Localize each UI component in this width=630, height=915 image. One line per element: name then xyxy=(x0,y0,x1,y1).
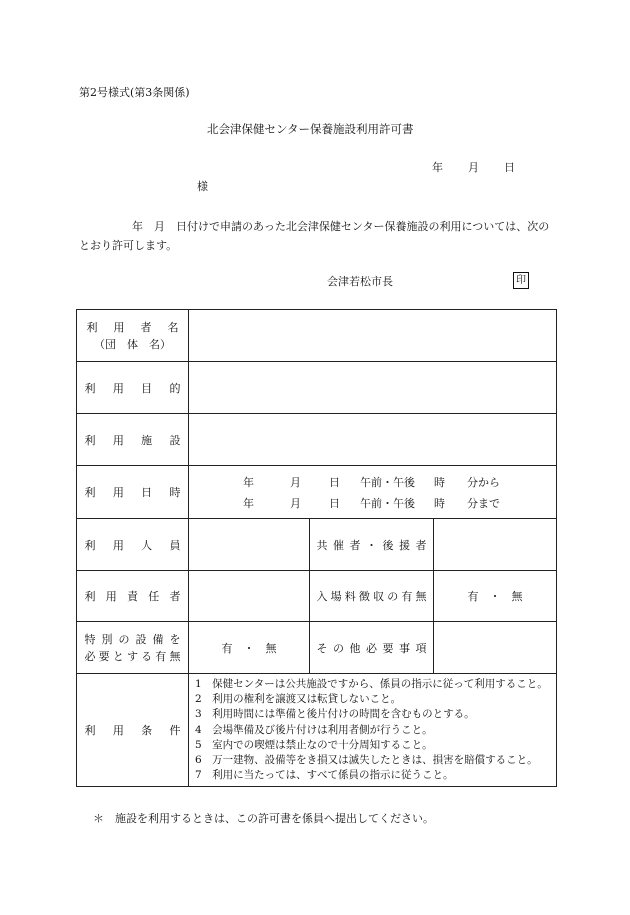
other-label xyxy=(310,622,434,674)
datetime-start xyxy=(189,474,556,488)
date-month: 月 xyxy=(468,161,479,174)
label-char: 別 xyxy=(101,632,113,646)
user-name-line1 xyxy=(87,319,179,336)
label-char: る xyxy=(141,649,153,663)
start-month: 月 xyxy=(290,476,301,489)
label-char: 有 xyxy=(155,649,167,663)
label-char: 利 xyxy=(86,320,98,334)
start-minute: 分から xyxy=(467,476,500,489)
conditions-list xyxy=(189,674,557,787)
condition-item: 3 利用時間には準備と後片付けの時間を含むものとする。 xyxy=(195,708,475,721)
permit-table xyxy=(76,309,557,787)
label-char: 名 xyxy=(167,320,179,334)
label-char: の xyxy=(118,632,130,646)
footnote: ＊ 施設を利用するときは、この許可書を係員へ提出してください。 xyxy=(93,812,434,825)
sponsor-label xyxy=(310,519,434,571)
purpose-label xyxy=(77,362,189,414)
end-minute: 分まで xyxy=(467,497,500,510)
label-char: そ xyxy=(316,641,328,655)
start-ampm: 午前・午後 xyxy=(360,476,415,489)
persons-label-text xyxy=(85,537,181,553)
label-char: 者 xyxy=(415,538,427,552)
label-char: 入 xyxy=(316,590,328,603)
document-title: 北会津保健センター保養施設利用許可書 xyxy=(207,122,414,136)
label-char: 利 xyxy=(84,538,96,552)
label-char: 利 xyxy=(84,590,96,603)
label-char: 必 xyxy=(84,649,96,663)
date-year: 年 xyxy=(432,161,443,174)
other-label-text xyxy=(317,640,427,656)
condition-item: 6 万一建物、設備等をき損又は滅失したときは、損害を賠償すること。 xyxy=(195,754,538,767)
label-char: 事 xyxy=(399,641,410,655)
purpose-field[interactable] xyxy=(189,362,557,414)
label-char: 利 xyxy=(84,724,96,738)
label-char: 用 xyxy=(112,433,124,447)
condition-item: 2 利用の権利を譲渡又は転貸しないこと。 xyxy=(195,693,402,706)
issue-date xyxy=(432,161,515,175)
datetime-end xyxy=(189,495,556,509)
label-char: 用 xyxy=(105,590,117,603)
end-ampm: 午前・午後 xyxy=(360,497,415,510)
label-char: 要 xyxy=(98,649,110,663)
condition-item: 7 利用に当たっては、すべて係員の指示に従うこと。 xyxy=(195,769,454,782)
label-char: の xyxy=(333,641,344,655)
end-day: 日 xyxy=(329,497,340,510)
admission-fee-label xyxy=(310,571,434,622)
start-hour: 時 xyxy=(434,476,445,489)
form-number: 第2号様式(第3条関係) xyxy=(79,86,190,99)
label-char: 目 xyxy=(141,381,153,395)
label-char: 他 xyxy=(349,641,361,655)
label-char: 料 xyxy=(344,590,356,603)
label-char: 備 xyxy=(152,632,164,646)
label-char: 利 xyxy=(84,381,96,395)
end-month: 月 xyxy=(290,497,301,510)
user-name-field[interactable] xyxy=(189,310,557,362)
conditions-label-text xyxy=(85,722,181,738)
label-char: す xyxy=(126,649,138,663)
special-equipment-choice[interactable]: 有 ・ 無 xyxy=(189,622,310,674)
label-char: 場 xyxy=(330,590,342,603)
purpose-label-text xyxy=(85,380,181,396)
label-char: を xyxy=(169,632,181,646)
label-char: 者 xyxy=(169,590,181,603)
label-char: 後 xyxy=(382,538,394,552)
sponsor-label-text xyxy=(317,537,427,553)
label-char: 項 xyxy=(415,641,427,655)
responsible-field[interactable] xyxy=(189,571,310,622)
permit-statement: 年 月 日付けで申請のあった北会津保健センター保養施設の利用については、次のとおり許可します。 xyxy=(79,220,550,252)
label-char: 用 xyxy=(112,538,124,552)
label-char: ・ xyxy=(366,538,377,552)
label-char: 催 xyxy=(333,538,344,552)
label-char: 条 xyxy=(141,724,153,738)
label-char: 者 xyxy=(140,320,152,334)
persons-label xyxy=(77,519,189,571)
label-char: 者 xyxy=(349,538,361,552)
label-char: 収 xyxy=(373,590,385,603)
date-day: 日 xyxy=(504,161,515,174)
label-char: 要 xyxy=(382,641,394,655)
special-equipment-line1 xyxy=(85,631,181,648)
condition-item: 4 会場準備及び後片付けは利用者側が行うこと。 xyxy=(195,723,433,736)
label-char: 件 xyxy=(169,724,181,738)
condition-item: 5 室内での喫煙は禁止なので十分周知すること。 xyxy=(195,738,433,751)
datetime-label-text xyxy=(85,484,181,500)
label-char: 員 xyxy=(169,538,181,552)
datetime-field[interactable] xyxy=(189,466,557,519)
label-char: 利 xyxy=(84,433,96,447)
persons-field[interactable] xyxy=(189,519,310,571)
label-char: 用 xyxy=(112,724,124,738)
label-char: 日 xyxy=(141,486,153,499)
label-char: の xyxy=(387,590,399,603)
facility-label xyxy=(77,414,189,466)
special-equipment-label xyxy=(77,622,189,674)
label-char: 用 xyxy=(112,486,124,499)
label-char: 用 xyxy=(113,320,125,334)
condition-item: 1 保健センターは公共施設ですから、係員の指示に従って利用すること。 xyxy=(195,678,548,690)
label-char: と xyxy=(112,649,124,663)
addressee-suffix: 様 xyxy=(197,180,208,193)
special-equipment-line2 xyxy=(85,648,181,665)
label-char: 任 xyxy=(148,590,160,603)
admission-fee-label-text xyxy=(317,588,427,604)
user-name-label xyxy=(77,310,189,362)
label-char: 無 xyxy=(169,649,181,663)
label-char: 有 xyxy=(401,590,413,603)
label-char: 特 xyxy=(84,632,96,646)
label-char: 無 xyxy=(415,590,427,603)
sponsor-field[interactable] xyxy=(434,519,557,571)
admission-fee-choice[interactable]: 有 ・ 無 xyxy=(434,571,557,622)
label-char: 時 xyxy=(169,486,181,499)
label-char: 利 xyxy=(84,486,96,499)
label-char: 共 xyxy=(316,538,328,552)
facility-field[interactable] xyxy=(189,414,557,466)
datetime-label xyxy=(77,466,189,519)
label-char: 援 xyxy=(399,538,410,552)
label-char: 徴 xyxy=(358,590,370,603)
responsible-label-text xyxy=(85,588,181,604)
label-char: 責 xyxy=(127,590,138,603)
responsible-label xyxy=(77,571,189,622)
end-hour: 時 xyxy=(434,497,445,510)
other-field[interactable] xyxy=(434,622,557,674)
conditions-label xyxy=(77,674,189,787)
end-year: 年 xyxy=(243,497,254,510)
start-year: 年 xyxy=(243,476,254,489)
user-name-line2: （団 体 名） xyxy=(94,337,171,351)
label-char: 施 xyxy=(141,433,153,447)
label-char: 的 xyxy=(169,381,181,395)
label-char: 必 xyxy=(366,641,377,655)
facility-label-text xyxy=(85,432,181,448)
label-char: 設 xyxy=(135,632,147,646)
issuer-name: 会津若松市長 xyxy=(327,275,393,288)
label-char: 人 xyxy=(141,538,153,552)
seal-mark: 印 xyxy=(513,272,529,289)
label-char: 用 xyxy=(112,381,124,395)
start-day: 日 xyxy=(329,476,340,489)
label-char: 設 xyxy=(169,433,181,447)
